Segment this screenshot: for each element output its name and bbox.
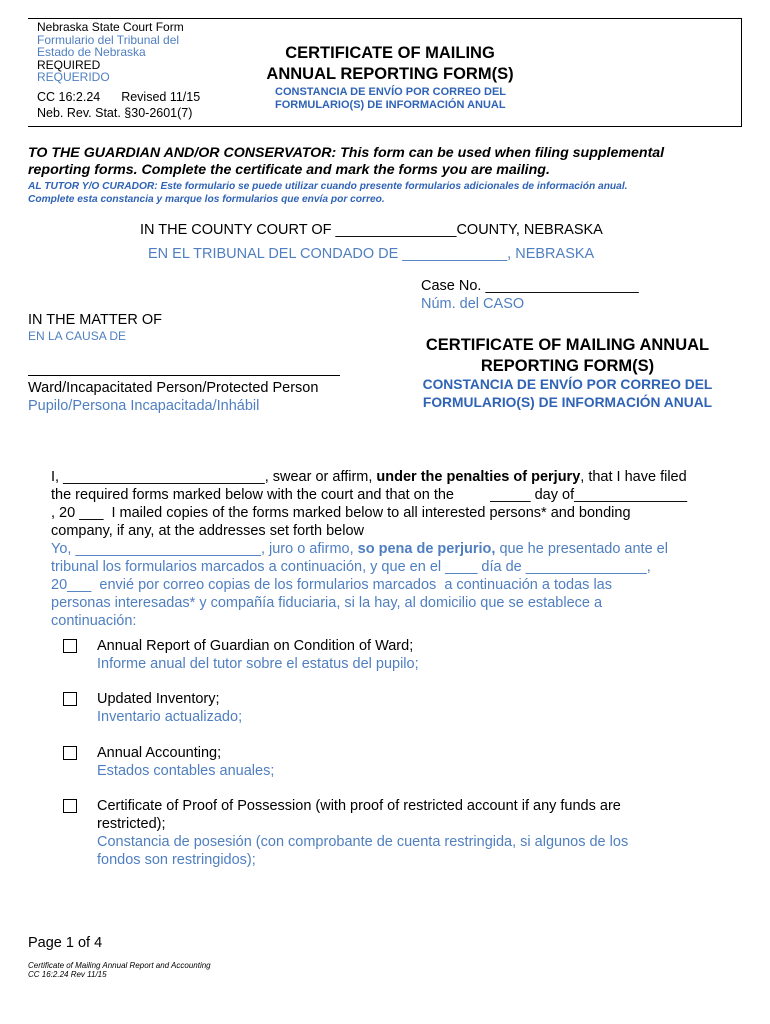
certificate-title-es-line-2: FORMULARIO(S) DE INFORMACIÓN ANUAL: [422, 395, 713, 410]
header-title-line-1: CERTIFICATE OF MAILING: [285, 44, 495, 62]
instructions-es: [28, 180, 627, 206]
instructions-es-line-1: AL TUTOR Y/O CURADOR: Este formulario se puede utilizar cuando presente formularios adicionales de información anual.: [28, 181, 628, 192]
ward-name-line: [28, 375, 340, 376]
case-number-es: Núm. del CASO: [421, 296, 525, 312]
certificate-title-es-line-1: CONSTANCIA DE ENVÍO POR CORREO DEL: [422, 377, 713, 392]
checklist-item-annual-report: Annual Report of Guardian on Condition of Ward; Informe anual del tutor sobre el estatus del pupilo;: [97, 638, 419, 672]
statement-es-line-2: tribunal los formularios marcados a continuación, y que en el ____ día de _______________,: [51, 559, 651, 575]
checkbox-proof-of-possession[interactable]: [63, 799, 77, 813]
header-title-es: [275, 86, 506, 112]
matter-label-es: EN LA CAUSA DE: [28, 329, 127, 343]
statement-line-4: company, if any, at the addresses set forth below: [51, 523, 364, 539]
header-top-rule: [28, 18, 742, 19]
certificate-title-line-2: REPORTING FORM(S): [480, 357, 655, 375]
checklist-item-proof-of-possession: Certificate of Proof of Possession (with proof of restricted account if any funds are restricted); Constancia de posesión (con comprobante de cuenta restringida, si algunos de los fondos son restringidos);: [97, 798, 629, 868]
form-number-row: [37, 90, 200, 104]
footer-doc-rev: CC 16:2.24 Rev 11/15: [28, 970, 107, 979]
header-title: [240, 43, 540, 85]
instructions-es-line-2: Complete esta constancia y marque los formularios que envía por correo.: [28, 194, 385, 205]
statute-ref: Neb. Rev. Stat. §30-2601(7): [37, 106, 193, 120]
page-number: Page 1 of 4: [28, 935, 103, 951]
ward-label-es: Pupilo/Persona Incapacitada/Inhábil: [28, 398, 260, 414]
footer-doc-title: Certificate of Mailing Annual Report and Accounting: [28, 961, 211, 970]
statement-es-line-4: personas interesadas* y compañía fiduciaria, si la hay, al domicilio que se establece a: [51, 595, 603, 611]
statement-es-line-3: 20___ envié por correo copias de los formularios marcados a continuación a todas las: [51, 577, 612, 593]
footer-doc-info: [28, 961, 211, 979]
statement-line-3: , 20 ___ I mailed copies of the forms marked below to all interested persons* and bonding: [51, 505, 631, 521]
required-label: REQUIRED: [37, 57, 101, 72]
revised-date: Revised 11/15: [121, 90, 201, 104]
certificate-title-line-1: CERTIFICATE OF MAILING ANNUAL: [425, 336, 710, 354]
checkbox-annual-accounting[interactable]: [63, 746, 77, 760]
instructions: [28, 145, 664, 179]
case-number: Case No. ___________________: [421, 278, 639, 294]
required-label-es: REQUERIDO: [37, 70, 110, 84]
header-title-es-line-1: CONSTANCIA DE ENVÍO POR CORREO DEL: [275, 86, 507, 98]
court-form-label: Nebraska State Court Form: [37, 20, 184, 34]
instructions-line-1: TO THE GUARDIAN AND/OR CONSERVATOR: This form can be used when filing supplemental: [28, 145, 665, 161]
court-form-label-es-2: Estado de Nebraska: [37, 45, 146, 59]
certificate-title-es: [395, 376, 740, 412]
checklist-item-annual-accounting: Annual Accounting; Estados contables anuales;: [97, 745, 275, 779]
checkbox-updated-inventory[interactable]: [63, 692, 77, 706]
county-court-line-es: EN EL TRIBUNAL DEL CONDADO DE _____________, NEBRASKA: [148, 246, 595, 262]
header-title-line-2: ANNUAL REPORTING FORM(S): [266, 65, 514, 83]
certificate-title: [395, 335, 740, 377]
instructions-line-2: reporting forms. Complete the certificate and mark the forms you are mailing.: [28, 162, 550, 178]
header-right-rule: [741, 18, 742, 127]
matter-label: IN THE MATTER OF: [28, 312, 162, 328]
court-form-label-es-1: Formulario del Tribunal del: [37, 32, 180, 47]
checkbox-annual-report[interactable]: [63, 639, 77, 653]
header-bottom-rule: [28, 126, 742, 127]
header-title-es-line-2: FORMULARIO(S) DE INFORMACIÓN ANUAL: [275, 99, 506, 111]
perjury-statement: [51, 468, 741, 540]
checklist-item-updated-inventory: Updated Inventory; Inventario actualizado;: [97, 691, 243, 725]
statement-es-line-5: continuación:: [51, 613, 137, 629]
header-info: [37, 21, 184, 84]
statement-es-line-1: Yo, _______________________, juro o afirmo, so pena de perjurio, que he presentado ante el: [51, 541, 668, 557]
ward-label: Ward/Incapacitated Person/Protected Person: [28, 380, 319, 396]
perjury-statement-es: [51, 540, 741, 630]
statement-line-1: I, _________________________, swear or affirm, under the penalties of perjury, that I have filed: [51, 469, 687, 485]
statement-line-2: the required forms marked below with the court and that on the _____ day of______________: [51, 487, 688, 503]
form-number: CC 16:2.24: [37, 90, 101, 104]
county-court-line: IN THE COUNTY COURT OF _______________COUNTY, NEBRASKA: [140, 222, 603, 238]
